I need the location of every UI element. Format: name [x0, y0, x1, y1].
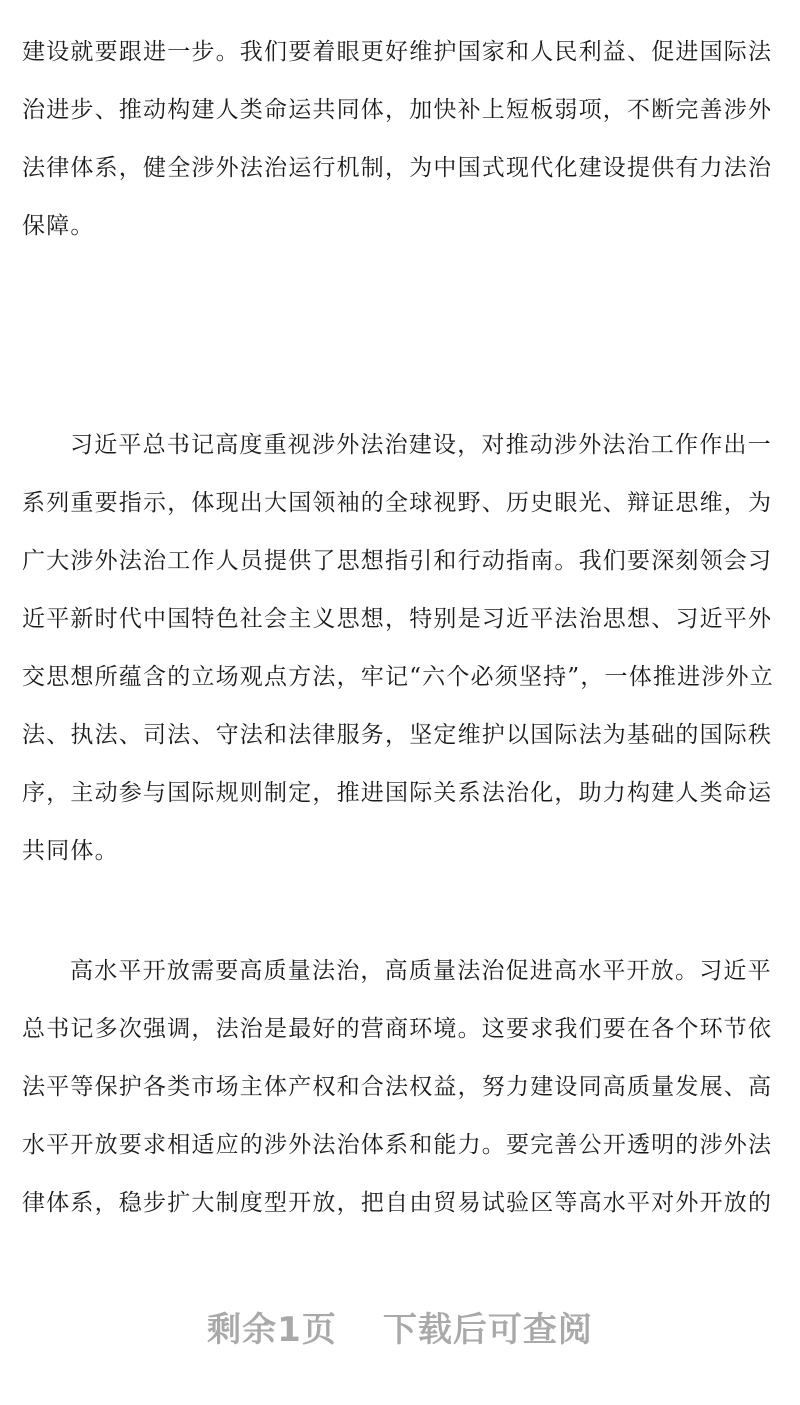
paragraph-leadership [22, 416, 780, 880]
text-line: 共同体。 [22, 838, 119, 864]
text-line: 法律体系，健全涉外法治运行机制，为中国式现代化建设提供有力法治 [22, 155, 773, 181]
text-line: 水平开放要求相适应的涉外法治体系和能力。要完善公开透明的涉外法 [22, 1132, 773, 1158]
text-line: 习近平总书记高度重视涉外法治建设，对推动涉外法治工作作出一 [70, 432, 772, 458]
text-line: 律体系，稳步扩大制度型开放，把自由贸易试验区等高水平对外开放的 [22, 1190, 773, 1216]
download-prompt-label: 下载后可查阅 [382, 1310, 593, 1350]
text-line: 法平等保护各类市场主体产权和合法权益，努力建设同高质量发展、高 [22, 1074, 773, 1100]
text-line: 交思想所蕴含的立场观点方法，牢记“六个必须坚持”，一体推进涉外立 [22, 664, 774, 690]
text-line: 建设就要跟进一步。我们要着眼更好维护国家和人民利益、促进国际法 [22, 39, 773, 65]
text-line: 近平新时代中国特色社会主义思想，特别是习近平法治思想、习近平外 [22, 606, 773, 632]
text-line: 序，主动参与国际规则制定，推进国际关系法治化，助力构建人类命运 [22, 780, 773, 806]
paragraph-opening-up [22, 942, 780, 1232]
remaining-pages-label: 剩余1页 [207, 1310, 337, 1350]
paragraph-continuation [22, 23, 780, 255]
text-line: 总书记多次强调，法治是最好的营商环境。这要求我们要在各个环节依 [22, 1016, 773, 1042]
text-line: 治进步、推动构建人类命运共同体，加快补上短板弱项，不断完善涉外 [22, 97, 773, 123]
download-notice[interactable] [0, 1300, 800, 1360]
text-line: 法、执法、司法、守法和法律服务，坚定维护以国际法为基础的国际秩 [22, 722, 773, 748]
text-line: 广大涉外法治工作人员提供了思想指引和行动指南。我们要深刻领会习 [22, 548, 773, 574]
text-line: 保障。 [22, 213, 95, 239]
text-line: 系列重要指示，体现出大国领袖的全球视野、历史眼光、辩证思维，为 [22, 490, 773, 516]
text-line: 高水平开放需要高质量法治，高质量法治促进高水平开放。习近平 [70, 958, 772, 984]
